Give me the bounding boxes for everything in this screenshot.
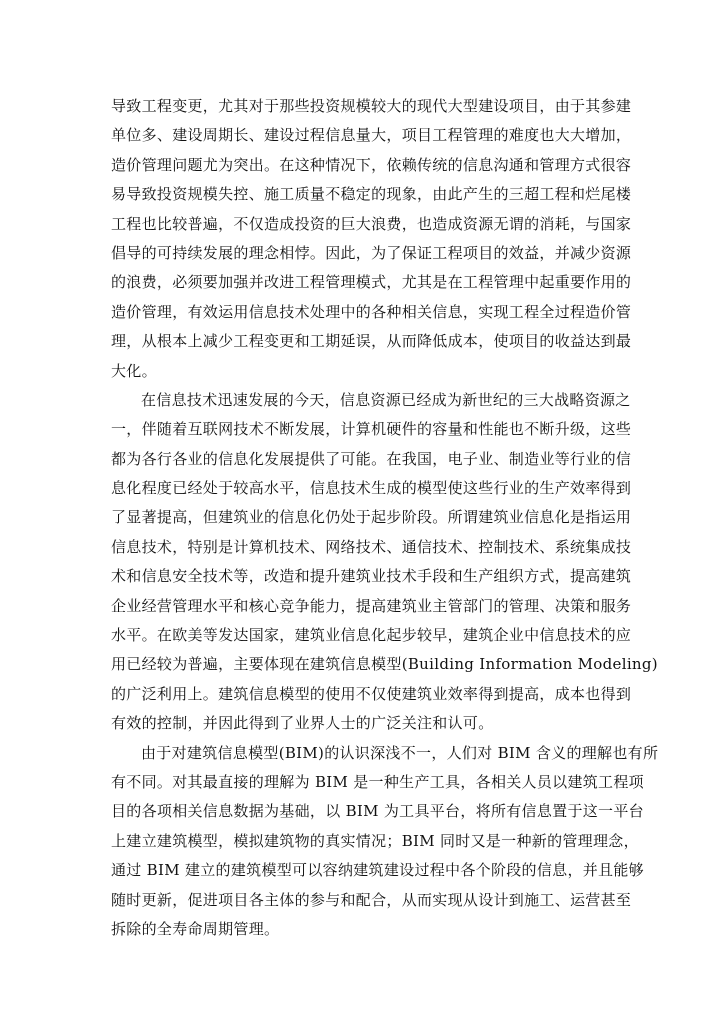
text-line: 信息技术，特别是计算机技术、网络技术、通信技术、控制技术、系统集成技 [111,537,632,556]
text-line: 目的各项相关信息数据为基础，以 BIM 为工具平台，将所有信息置于这一平台 [111,802,644,821]
text-line: 单位多、建设周期长、建设过程信息量大，项目工程管理的难度也大大增加， [111,126,632,145]
text-line: 的浪费，必须要加强并改进工程管理模式，尤其是在工程管理中起重要作用的 [111,273,632,292]
text-line: 上建立建筑模型，模拟建筑物的真实情况；BIM 同时又是一种新的管理理念， [111,831,639,850]
paragraph-3 [111,739,659,945]
text-line: 通过 BIM 建立的建筑模型可以容纳建筑建设过程中各个阶段的信息，并且能够 [111,861,644,880]
text-line: 随时更新，促进项目各主体的参与和配合，从而实现从设计到施工、运营甚至 [111,890,632,909]
text-line: 工程也比较普遍，不仅造成投资的巨大浪费，也造成资源无谓的消耗，与国家 [111,214,632,233]
text-line: 造价管理，有效运用信息技术处理中的各种相关信息，实现工程全过程造价管 [111,302,632,321]
document-body [111,92,659,944]
text-line: 易导致投资规模失控、施工质量不稳定的现象，由此产生的三超工程和烂尾楼 [111,185,632,204]
text-line: 有效的控制，并因此得到了业界人士的广泛关注和认可。 [111,714,494,733]
text-line: 在信息技术迅速发展的今天，信息资源已经成为新世纪的三大战略资源之 [141,390,631,409]
text-line: 理，从根本上减少工程变更和工期延误，从而降低成本，使项目的收益达到最 [111,332,632,351]
paragraph-1 [111,92,632,386]
text-line: 造价管理问题尤为突出。在这种情况下，依赖传统的信息沟通和管理方式很容 [111,155,632,174]
text-line: 了显著提高，但建筑业的信息化仍处于起步阶段。所谓建筑业信息化是指运用 [111,508,632,527]
text-line: 由于对建筑信息模型(BIM)的认识深浅不一，人们对 BIM 含义的理解也有所 [141,743,659,762]
paragraph-2 [111,386,658,739]
text-line: 用已经较为普遍，主要体现在建筑信息模型(Building Information Modeling) [111,655,658,674]
text-line: 水平。在欧美等发达国家，建筑业信息化起步较早，建筑企业中信息技术的应 [111,626,632,645]
text-line: 术和信息安全技术等，改造和提升建筑业技术手段和生产组织方式，提高建筑 [111,567,632,586]
text-line: 都为各行各业的信息化发展提供了可能。在我国，电子业、制造业等行业的信 [111,449,632,468]
text-line: 企业经营管理水平和核心竞争能力，提高建筑业主管部门的管理、决策和服务 [111,596,632,615]
text-line: 拆除的全寿命周期管理。 [111,919,280,938]
text-line: 大化。 [111,361,157,380]
text-line: 有不同。对其最直接的理解为 BIM 是一种生产工具，各相关人员以建筑工程项 [111,772,644,791]
text-line: 导致工程变更，尤其对于那些投资规模较大的现代大型建设项目，由于其参建 [111,97,632,115]
text-line: 的广泛利用上。建筑信息模型的使用不仅使建筑业效率得到提高，成本也得到 [111,684,632,703]
text-line: 息化程度已经处于较高水平，信息技术生成的模型使这些行业的生产效率得到 [111,479,632,498]
text-line: 一，伴随着互联网技术不断发展，计算机硬件的容量和性能也不断升级，这些 [111,420,632,439]
text-line: 倡导的可持续发展的理念相悖。因此，为了保证工程项目的效益，并减少资源 [111,243,632,262]
